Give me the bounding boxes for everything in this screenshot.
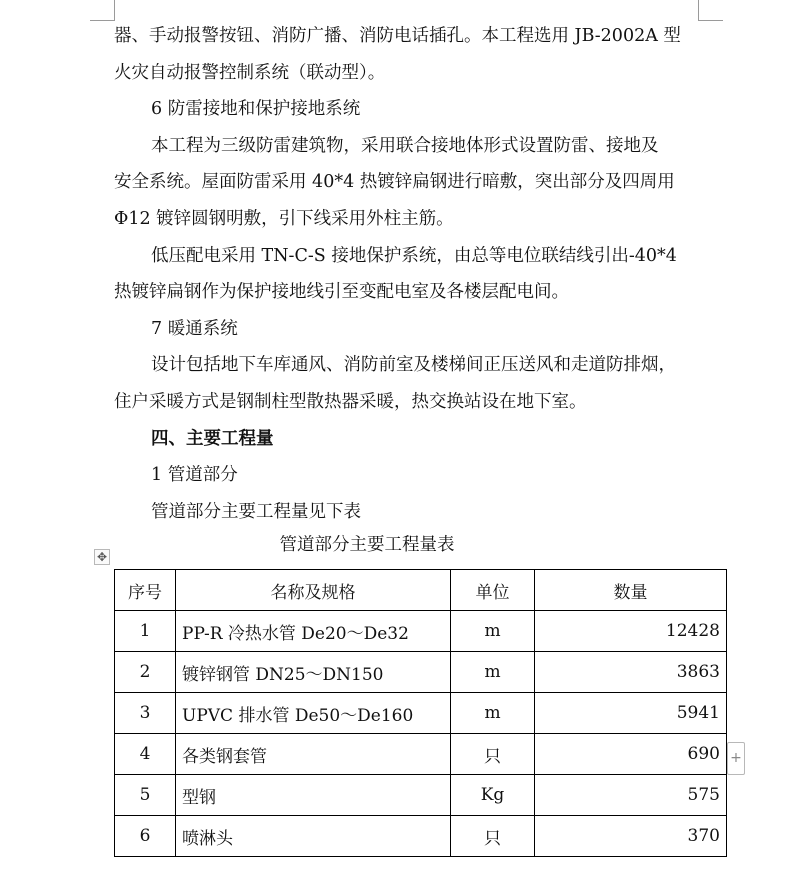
cell-qty: 370 xyxy=(535,816,727,857)
table-caption: 管道部分主要工程量表 xyxy=(279,535,455,555)
cell-qty: 5941 xyxy=(535,693,727,734)
table-row xyxy=(115,611,727,652)
cell-name: 各类钢套管 xyxy=(176,734,451,775)
margin-corner-mark-top-right xyxy=(698,0,699,20)
table-header-row xyxy=(115,570,727,611)
cell-qty: 12428 xyxy=(535,611,727,652)
paragraph-line: 火灾自动报警控制系统（联动型）。 xyxy=(114,62,386,83)
cell-seq: 5 xyxy=(115,775,176,816)
paragraph-line: 7 暖通系统 xyxy=(151,318,238,339)
table-row xyxy=(115,652,727,693)
cell-name: UPVC 排水管 De50～De160 xyxy=(176,693,451,734)
margin-corner-mark-top-left xyxy=(114,0,115,20)
header-seq: 序号 xyxy=(115,570,176,611)
paragraph-line: Φ12 镀锌圆钢明敷，引下线采用外柱主筋。 xyxy=(114,208,454,229)
paragraph-line: 管道部分主要工程量见下表 xyxy=(151,501,361,522)
cell-name: 镀锌钢管 DN25～DN150 xyxy=(176,652,451,693)
cell-seq: 4 xyxy=(115,734,176,775)
header-unit: 单位 xyxy=(451,570,535,611)
section-heading: 四、主要工程量 xyxy=(151,428,274,449)
cell-name: 型钢 xyxy=(176,775,451,816)
add-column-button[interactable] xyxy=(727,742,745,775)
cell-name: PP-R 冷热水管 De20～De32 xyxy=(176,611,451,652)
paragraph-line: 设计包括地下车库通风、消防前室及楼梯间正压送风和走道防排烟， xyxy=(151,355,676,376)
table-row xyxy=(115,816,727,857)
table-row xyxy=(115,734,727,775)
cell-seq: 2 xyxy=(115,652,176,693)
cell-unit: m xyxy=(451,652,535,693)
paragraph-line: 6 防雷接地和保护接地系统 xyxy=(151,99,361,120)
paragraph-line: 器、手动报警按钮、消防广播、消防电话插孔。本工程选用 JB-2002A 型 xyxy=(114,26,681,46)
header-name: 名称及规格 xyxy=(176,570,451,611)
cell-unit: Kg xyxy=(451,775,535,816)
header-qty: 数量 xyxy=(535,570,727,611)
cell-unit: m xyxy=(451,693,535,734)
paragraph-line: 低压配电采用 TN-C-S 接地保护系统，由总等电位联结线引出-40*4 xyxy=(151,245,677,266)
paragraph-line: 住户采暖方式是钢制柱型散热器采暖，热交换站设在地下室。 xyxy=(114,391,587,412)
cell-qty: 3863 xyxy=(535,652,727,693)
table-body xyxy=(115,611,727,857)
cell-qty: 690 xyxy=(535,734,727,775)
cell-name: 喷淋头 xyxy=(176,816,451,857)
cell-seq: 3 xyxy=(115,693,176,734)
paragraph-line: 安全系统。屋面防雷采用 40*4 热镀锌扁钢进行暗敷，突出部分及四周用 xyxy=(114,172,675,193)
plus-icon: + xyxy=(730,750,742,766)
margin-corner-mark-top-left-h xyxy=(90,20,115,21)
cell-unit: 只 xyxy=(451,734,535,775)
cell-qty: 575 xyxy=(535,775,727,816)
quantity-table[interactable] xyxy=(114,569,727,857)
cell-unit: 只 xyxy=(451,816,535,857)
move-arrows-icon[interactable]: ✥ xyxy=(94,549,110,565)
paragraph-line: 热镀锌扁钢作为保护接地线引至变配电室及各楼层配电间。 xyxy=(114,282,569,303)
table-row xyxy=(115,775,727,816)
cell-seq: 1 xyxy=(115,611,176,652)
cell-unit: m xyxy=(451,611,535,652)
cell-seq: 6 xyxy=(115,816,176,857)
document-body[interactable] xyxy=(114,18,702,530)
paragraph-line: 本工程为三级防雷建筑物，采用联合接地体形式设置防雷、接地及 xyxy=(151,135,659,156)
paragraph-line: 1 管道部分 xyxy=(151,465,238,486)
table-row xyxy=(115,693,727,734)
